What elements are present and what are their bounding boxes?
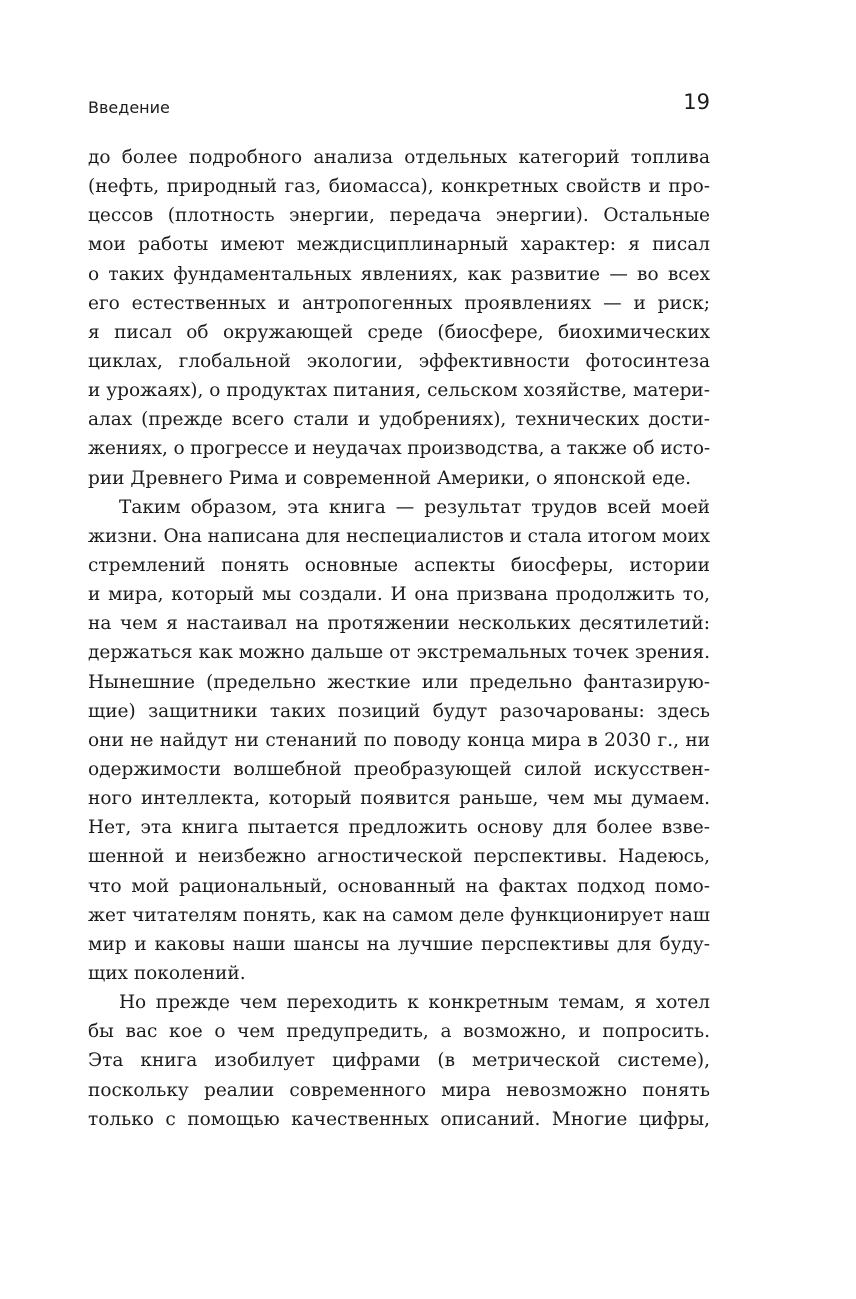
text-line: мир и каковы наши шансы на лучшие перспективы для буду- [88, 933, 710, 955]
paragraph [88, 493, 710, 988]
text-line: циклах, глобальной экологии, эффективности фотосинтеза [88, 350, 710, 372]
body-text [88, 143, 710, 1134]
text-line: держаться как можно дальше от экстремальных точек зрения. [88, 642, 710, 664]
text-line: (нефть, природный газ, биомасса), конкретных свойств и про- [88, 176, 710, 198]
text-line: на чем я настаивал на протяжении нескольких десятилетий: [88, 613, 710, 635]
paragraph [88, 143, 710, 493]
text-line: цессов (плотность энергии, передача энергии). Остальные [88, 205, 710, 227]
text-line: они не найдут ни стенаний по поводу конца мира в 2030 г., ни [88, 729, 710, 751]
text-line: одержимости волшебной преобразующей силой искусствен- [88, 758, 710, 780]
text-line: жениях, о прогрессе и неудачах производства, а также об исто- [88, 438, 710, 460]
text-line: рии Древнего Рима и современной Америки, о японской еде. [88, 467, 692, 489]
text-line: и мира, который мы создали. И она призвана продолжить то, [88, 584, 710, 606]
text-line: бы вас кое о чем предупредить, а возможно, и попросить. [88, 1021, 710, 1043]
text-line: о таких фундаментальных явлениях, как развитие — во всех [88, 263, 710, 285]
section-title: Введение [88, 98, 170, 117]
text-line: я писал об окружающей среде (биосфере, биохимических [88, 321, 710, 343]
text-line: Нынешние (предельно жесткие или предельно фантазирую- [88, 671, 710, 693]
text-line: до более подробного анализа отдельных категорий топлива [88, 147, 710, 168]
page-number: 19 [683, 90, 710, 114]
text-line: Таким образом, эта книга — результат трудов всей моей [119, 496, 710, 518]
text-line: ного интеллекта, который появится раньше, чем мы думаем. [88, 788, 710, 810]
text-line: жет читателям понять, как на самом деле функционирует наш [88, 904, 710, 926]
text-line: только с помощью качественных описаний. Многие цифры, [88, 1108, 710, 1130]
text-line: что мой рациональный, основанный на фактах подход помо- [88, 875, 710, 897]
text-line: алах (прежде всего стали и удобрениях), технических дости- [88, 409, 710, 431]
text-line: стремлений понять основные аспекты биосферы, истории [88, 554, 710, 576]
text-line: его естественных и антропогенных проявлениях — и риск; [88, 292, 710, 314]
running-head [88, 90, 710, 126]
text-line: Но прежде чем переходить к конкретным темам, я хотел [119, 992, 710, 1014]
text-line: поскольку реалии современного мира невозможно понять [88, 1079, 710, 1101]
text-line: Эта книга изобилует цифрами (в метрической системе), [88, 1050, 710, 1072]
text-line: и урожаях), о продуктах питания, сельском хозяйстве, матери- [88, 380, 710, 402]
text-line: щих поколений. [88, 962, 246, 984]
text-line: щие) защитники таких позиций будут разочарованы: здесь [88, 700, 710, 722]
text-line: мои работы имеют междисциплинарный характер: я писал [88, 234, 710, 256]
text-line: шенной и неизбежно агностической перспективы. Надеюсь, [88, 846, 710, 868]
text-line: Нет, эта книга пытается предложить основу для более взве- [88, 817, 710, 839]
paragraph [88, 988, 710, 1134]
text-line: жизни. Она написана для неспециалистов и стала итогом моих [88, 525, 710, 547]
